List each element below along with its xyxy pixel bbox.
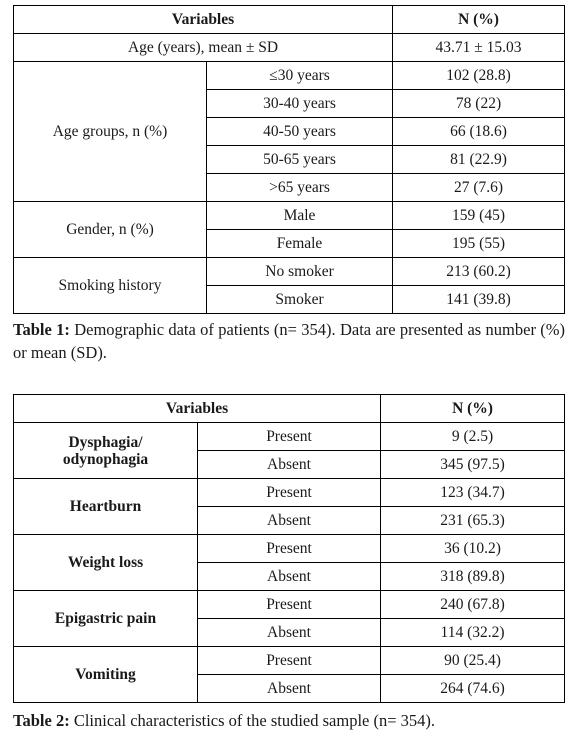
group-label: Dysphagia/ odynophagia	[14, 423, 198, 479]
subcategory-cell: Absent	[198, 675, 381, 703]
value-cell: 231 (65.3)	[381, 507, 565, 535]
table-row	[14, 591, 565, 619]
table-row	[14, 62, 565, 90]
group-label: Gender, n (%)	[14, 202, 207, 258]
value-cell: 27 (7.6)	[393, 174, 565, 202]
value-cell: 66 (18.6)	[393, 118, 565, 146]
group-label: Epigastric pain	[14, 591, 198, 647]
subcategory-cell: Female	[207, 230, 393, 258]
value-cell: 240 (67.8)	[381, 591, 565, 619]
table-row	[14, 535, 565, 563]
header-variables: Variables	[14, 6, 393, 34]
age-mean-value: 43.71 ± 15.03	[393, 34, 565, 62]
group-label: Age groups, n (%)	[14, 62, 207, 202]
subcategory-cell: Absent	[198, 619, 381, 647]
subcategory-cell: ≤30 years	[207, 62, 393, 90]
value-cell: 114 (32.2)	[381, 619, 565, 647]
value-cell: 264 (74.6)	[381, 675, 565, 703]
subcategory-cell: Absent	[198, 507, 381, 535]
value-cell: 141 (39.8)	[393, 286, 565, 314]
subcategory-cell: Absent	[198, 563, 381, 591]
table2-caption-text: Clinical characteristics of the studied sample (n= 354).	[69, 711, 436, 730]
value-cell: 159 (45)	[393, 202, 565, 230]
age-mean-label: Age (years), mean ± SD	[14, 34, 393, 62]
table1-caption-label: Table 1:	[13, 320, 70, 339]
subcategory-cell: Present	[198, 479, 381, 507]
group-label: Smoking history	[14, 258, 207, 314]
table-row	[14, 647, 565, 675]
subcategory-cell: 40-50 years	[207, 118, 393, 146]
header-variables: Variables	[14, 395, 381, 423]
table1-caption	[13, 318, 565, 364]
subcategory-cell: No smoker	[207, 258, 393, 286]
table-row	[14, 34, 565, 62]
subcategory-cell: 50-65 years	[207, 146, 393, 174]
subcategory-cell: Present	[198, 423, 381, 451]
subcategory-cell: Present	[198, 535, 381, 563]
header-n-percent: N (%)	[393, 6, 565, 34]
value-cell: 78 (22)	[393, 90, 565, 118]
table2-caption-label: Table 2:	[13, 711, 70, 730]
table-header-row	[14, 395, 565, 423]
subcategory-cell: Absent	[198, 451, 381, 479]
table-row	[14, 258, 565, 286]
value-cell: 90 (25.4)	[381, 647, 565, 675]
clinical-characteristics-table	[13, 394, 565, 703]
header-n-percent: N (%)	[381, 395, 565, 423]
value-cell: 345 (97.5)	[381, 451, 565, 479]
value-cell: 36 (10.2)	[381, 535, 565, 563]
subcategory-cell: 30-40 years	[207, 90, 393, 118]
group-label: Weight loss	[14, 535, 198, 591]
table2-caption	[13, 709, 565, 732]
subcategory-cell: Smoker	[207, 286, 393, 314]
value-cell: 318 (89.8)	[381, 563, 565, 591]
table-row	[14, 202, 565, 230]
group-label: Vomiting	[14, 647, 198, 703]
value-cell: 123 (34.7)	[381, 479, 565, 507]
value-cell: 81 (22.9)	[393, 146, 565, 174]
subcategory-cell: Present	[198, 647, 381, 675]
subcategory-cell: >65 years	[207, 174, 393, 202]
table1-caption-text: Demographic data of patients (n= 354). Data are presented as number (%) or mean (SD).	[13, 320, 565, 362]
subcategory-cell: Present	[198, 591, 381, 619]
table-row	[14, 479, 565, 507]
value-cell: 213 (60.2)	[393, 258, 565, 286]
demographics-table	[13, 5, 565, 314]
table-header-row	[14, 6, 565, 34]
table-row	[14, 423, 565, 451]
value-cell: 195 (55)	[393, 230, 565, 258]
group-label: Heartburn	[14, 479, 198, 535]
subcategory-cell: Male	[207, 202, 393, 230]
value-cell: 9 (2.5)	[381, 423, 565, 451]
value-cell: 102 (28.8)	[393, 62, 565, 90]
